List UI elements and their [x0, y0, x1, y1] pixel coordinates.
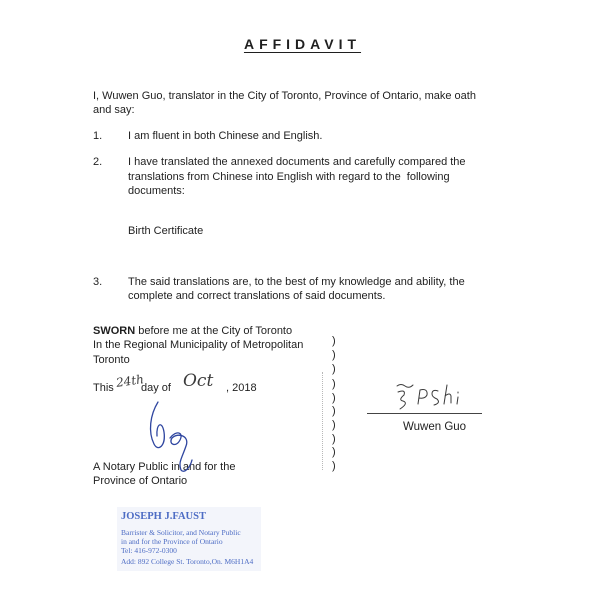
listed-document: Birth Certificate [128, 225, 204, 237]
bracket: ) [332, 419, 336, 431]
handwritten-day: 24th [115, 372, 145, 390]
deponent-name: Wuwen Guo [403, 421, 467, 433]
intro-line-2: and say: [93, 104, 135, 116]
stamp-line-2: in and for the Province of Ontario [121, 537, 223, 546]
item-1-text: I am fluent in both Chinese and English. [128, 130, 323, 142]
jurat-line-2: In the Regional Municipality of Metropolitan [93, 339, 304, 351]
bracket: ) [332, 349, 336, 361]
item-2-line-1: I have translated the annexed documents and carefully compared the [128, 156, 466, 168]
jurat-line-1 [93, 325, 292, 338]
notary-stamp [117, 507, 261, 571]
bracket: ) [332, 433, 336, 445]
bracket: ) [332, 335, 336, 347]
item-3-line-1: The said translations are, to the best of my knowledge and ability, the [128, 276, 465, 288]
stamp-address: Add: 892 College St. Toronto,On. M6H1A4 [121, 557, 254, 566]
bracket: ) [332, 460, 336, 472]
bracket: ) [332, 363, 336, 375]
item-3-line-2: complete and correct translations of said documents. [128, 290, 386, 302]
dotted-rule [322, 372, 323, 470]
item-number-2: 2. [93, 156, 103, 168]
stamp-phone: Tel: 416-972-0300 [121, 546, 177, 555]
year-text: , 2018 [226, 382, 257, 394]
intro-line-1: I, Wuwen Guo, translator in the City of Toronto, Province of Ontario, make oath [93, 90, 476, 102]
item-number-3: 3. [93, 276, 103, 288]
stamp-notary-name: JOSEPH J.FAUST [121, 511, 206, 522]
bracket: ) [332, 405, 336, 417]
sworn-keyword: SWORN [93, 325, 136, 337]
day-of-label: day of [141, 382, 171, 394]
handwritten-month: Oct [183, 371, 214, 391]
sworn-rest: before me at the City of Toronto [135, 325, 293, 337]
stamp-line-1: Barrister & Solicitor, and Notary Public [121, 528, 241, 537]
document-title [0, 36, 600, 52]
date-prefix: This [93, 382, 114, 394]
item-2-line-2: translations from Chinese into English with regard to the following [128, 171, 450, 183]
notary-title-line-1: A Notary Public in and for the [93, 461, 236, 473]
bracket: ) [332, 392, 336, 404]
bracket: ) [332, 446, 336, 458]
signature-line [367, 413, 482, 414]
item-2-line-3: documents: [128, 185, 185, 197]
notary-title-line-2: Province of Ontario [93, 475, 188, 487]
jurat-line-3: Toronto [93, 354, 130, 366]
bracket: ) [332, 378, 336, 390]
title-text: AFFIDAVIT [243, 36, 362, 52]
item-number-1: 1. [93, 130, 103, 142]
